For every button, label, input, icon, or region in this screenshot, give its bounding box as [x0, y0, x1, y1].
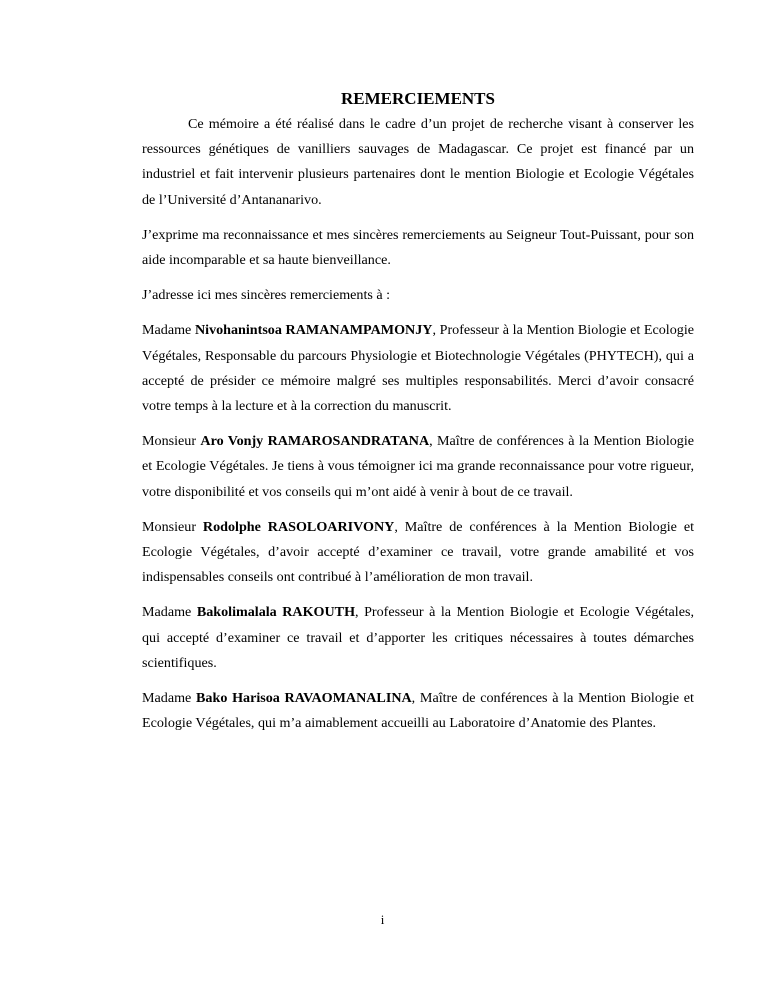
acknowledgement-text: , Professeur à la Mention Biologie et Ecologie Végétales, Responsable du parcours Physiologie et Biotechnologie Végétales (PHYTECH), qui a accepté de présider ce mémoire malgré ses multiples responsabilités. Merci d’avoir consacré votre temps à la lecture et à la correction du manuscrit.	[142, 322, 694, 415]
acknowledgement-paragraph-5	[142, 686, 694, 736]
person-name: Rodolphe RASOLOARIVONY	[202, 518, 395, 535]
person-name: Bako Harisoa RAVAOMANALINA	[196, 690, 412, 707]
acknowledgement-paragraph-2	[142, 429, 694, 505]
person-title: Monsieur	[142, 433, 197, 450]
acknowledgement-paragraph-1	[142, 318, 694, 419]
person-name: Bakolimalala RAKOUTH	[196, 604, 356, 621]
acknowledgement-text: , Maître de conférences à la Mention Biologie et Ecologie Végétales. Je tiens à vous témoigner ici ma grande reconnaissance pour votre rigueur, votre disponibilité et vos conseils qui m’ont aidé à venir à bout de ce travail.	[142, 433, 694, 500]
acknowledgement-paragraph-3	[142, 515, 694, 591]
page-title: REMERCIEMENTS	[341, 89, 495, 108]
acknowledgement-text: , Professeur à la Mention Biologie et Ecologie Végétales, qui accepté d’examiner ce travail et d’apporter les critiques nécessaires à toutes démarches scientifiques.	[142, 604, 694, 671]
gratitude-paragraph: J’exprime ma reconnaissance et mes sincères remerciements au Seigneur Tout-Puissant, pour son aide incomparable et sa haute bienveillance.	[142, 226, 694, 269]
address-paragraph: J’adresse ici mes sincères remerciements à :	[142, 287, 391, 304]
person-title: Madame	[142, 322, 192, 339]
acknowledgement-text: , Maître de conférences à la Mention Biologie et Ecologie Végétales, d’avoir accepté d’examiner ce travail, votre grande amabilité et vos indispensables conseils ont contribué à l’amélioration de mon travail.	[142, 518, 694, 586]
document-page	[142, 86, 694, 746]
page-number: i	[380, 912, 385, 927]
acknowledgement-paragraph-4	[142, 600, 694, 676]
acknowledgement-text: , Maître de conférences à la Mention Biologie et Ecologie Végétales, qui m’a aimablement accueilli au Laboratoire d’Anatomie des Plantes.	[142, 690, 694, 732]
person-title: Monsieur	[142, 518, 197, 535]
person-title: Madame	[142, 604, 192, 621]
person-name: Nivohanintsoa RAMANAMPAMONJY	[194, 322, 433, 339]
intro-paragraph: Ce mémoire a été réalisé dans le cadre d’un projet de recherche visant à conserver les ressources génétiques de vanilliers sauvages de Madagascar. Ce projet est financé par un industriel et fait intervenir plusieurs partenaires dont le mention Biologie et Ecologie Végétales de l’Université d’Antananarivo.	[142, 116, 694, 208]
person-title: Madame	[142, 690, 192, 707]
person-name: Aro Vonjy RAMAROSANDRATANA	[200, 433, 430, 450]
